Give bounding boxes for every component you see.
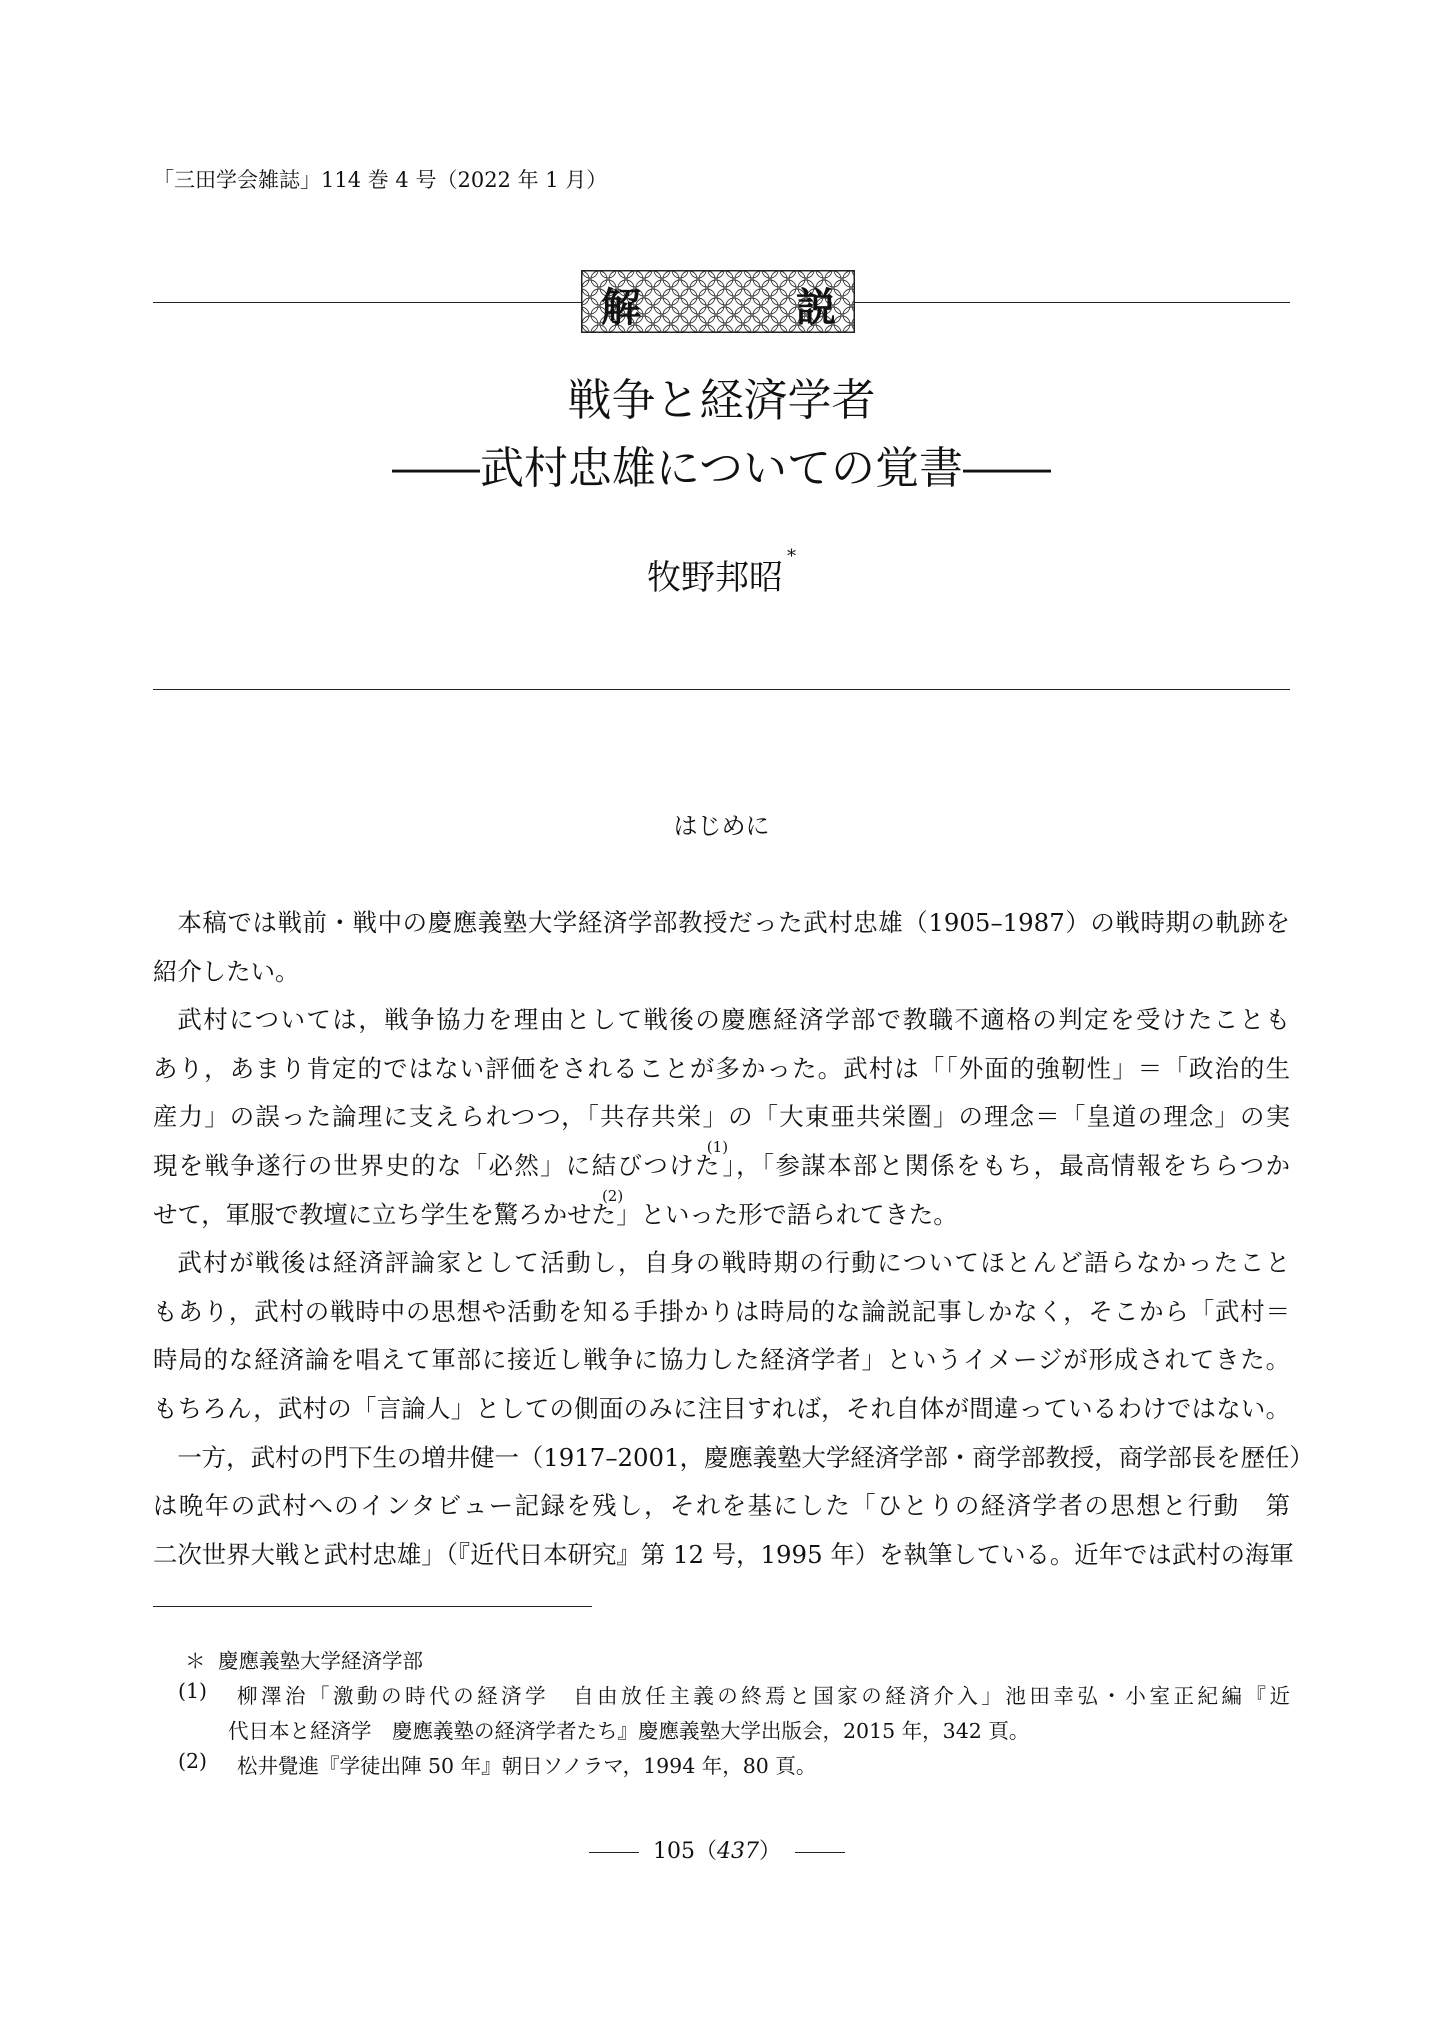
body-line: 時局的な経済論を唱えて軍部に接近し戦争に協力した経済学者」というイメージが形成されてきた。 [153,1345,1290,1375]
footnote-text: 柳澤治「激動の時代の経済学 自由放任主義の終焉と国家の経済介入」池田幸弘・小室正紀編『近 [237,1684,1290,1708]
body-line: 二次世界大戦と武村忠雄」（『近代日本研究』第 12 号，1995 年）を執筆している。近年では武村の海軍 [153,1539,1294,1569]
body-line: もちろん，武村の「言論人」としての側面のみに注目すれば，それ自体が間違っているわけではない。 [153,1393,1290,1423]
page-total: 437 [717,1839,759,1864]
body-line: 産力」の誤った論理に支えられつつ，「共存共栄」の「大東亜共栄圏」の理念＝「皇道の理念」の実 [153,1102,1290,1132]
body-text-segment: 」，「参謀本部と関係をもち，最高情報をちらつか [721,1150,1290,1180]
article-title: 戦争と経済学者 [567,375,876,426]
footnote-ref-1[interactable]: (1) [706,1137,729,1156]
author [153,546,1290,599]
article-subtitle: ――武村忠雄についての覚書―― [391,443,1052,494]
dash-right [795,1852,845,1853]
body-line: あり，あまり肯定的ではない評価をされることが多かった。武村は「「外面的強靭性」＝「政治的生 [153,1053,1290,1083]
body-line: 紹介したい。 [153,956,300,986]
body-line [153,1186,1290,1244]
author-footnote-mark: * [787,546,796,567]
body-text-segment: せて，軍服で教壇に立ち学生を驚ろかせた [153,1199,616,1229]
journal-citation: 「三田学会雑誌」114 巻 4 号（2022 年 1 月） [153,168,608,192]
footnote-text: 代日本と経済学 慶應義塾の経済学者たち』慶應義塾大学出版会，2015 年，342 頁。 [228,1719,1030,1743]
footnote-ref-2[interactable]: (2) [601,1186,624,1205]
page-current: 105 [652,1839,695,1864]
page-number [0,1834,1434,1865]
body-line: 武村が戦後は経済評論家として活動し，自身の戦時期の行動についてほとんど語らなかったこと [177,1248,1290,1278]
body-text [153,903,1314,1583]
section-heading: はじめに [673,812,770,840]
footnote-mark: (1) [178,1679,208,1703]
section-label-left: 解 [601,284,641,331]
body-text-segment: 現を戦争遂行の世界史的な「必然」に結びつけた [153,1150,721,1180]
body-text-segment: 」といった形で語られてきた。 [616,1199,958,1229]
body-line: 一方，武村の門下生の増井健一（1917–2001，慶應義塾大学経済学部・商学部教授，商学部長を歴任） [177,1442,1314,1472]
body-line: は晩年の武村へのインタビュー記録を残し，それを基にした「ひとりの経済学者の思想と行動 第 [153,1491,1290,1521]
footnote-mark: (2) [178,1749,208,1773]
footnote-text: 慶應義塾大学経済学部 [218,1649,423,1673]
section-label-box [581,270,855,333]
footnote-divider [153,1606,592,1607]
author-name: 牧野邦昭 [647,558,783,598]
paren-open: （ [694,1839,717,1864]
body-line [153,1137,1290,1195]
body-line: もあり，武村の戦時中の思想や活動を知る手掛かりは時局的な論説記事しかなく，そこから「武村＝ [153,1296,1290,1326]
body-line: 武村については，戦争協力を理由として戦後の慶應経済学部で教職不適格の判定を受けたことも [177,1005,1290,1035]
paren-close: ） [759,1839,782,1864]
body-line: 本稿では戦前・戦中の慶應義塾大学経済学部教授だった武村忠雄（1905–1987）の戦時期の軌跡を [177,908,1290,937]
footnote-text: 松井覺進『学徒出陣 50 年』朝日ソノラマ，1994 年，80 頁。 [237,1754,817,1778]
footnote-mark: ＊ [185,1649,206,1673]
header-divider [153,689,1290,690]
dash-left [589,1852,639,1853]
section-label-right: 説 [796,284,836,331]
